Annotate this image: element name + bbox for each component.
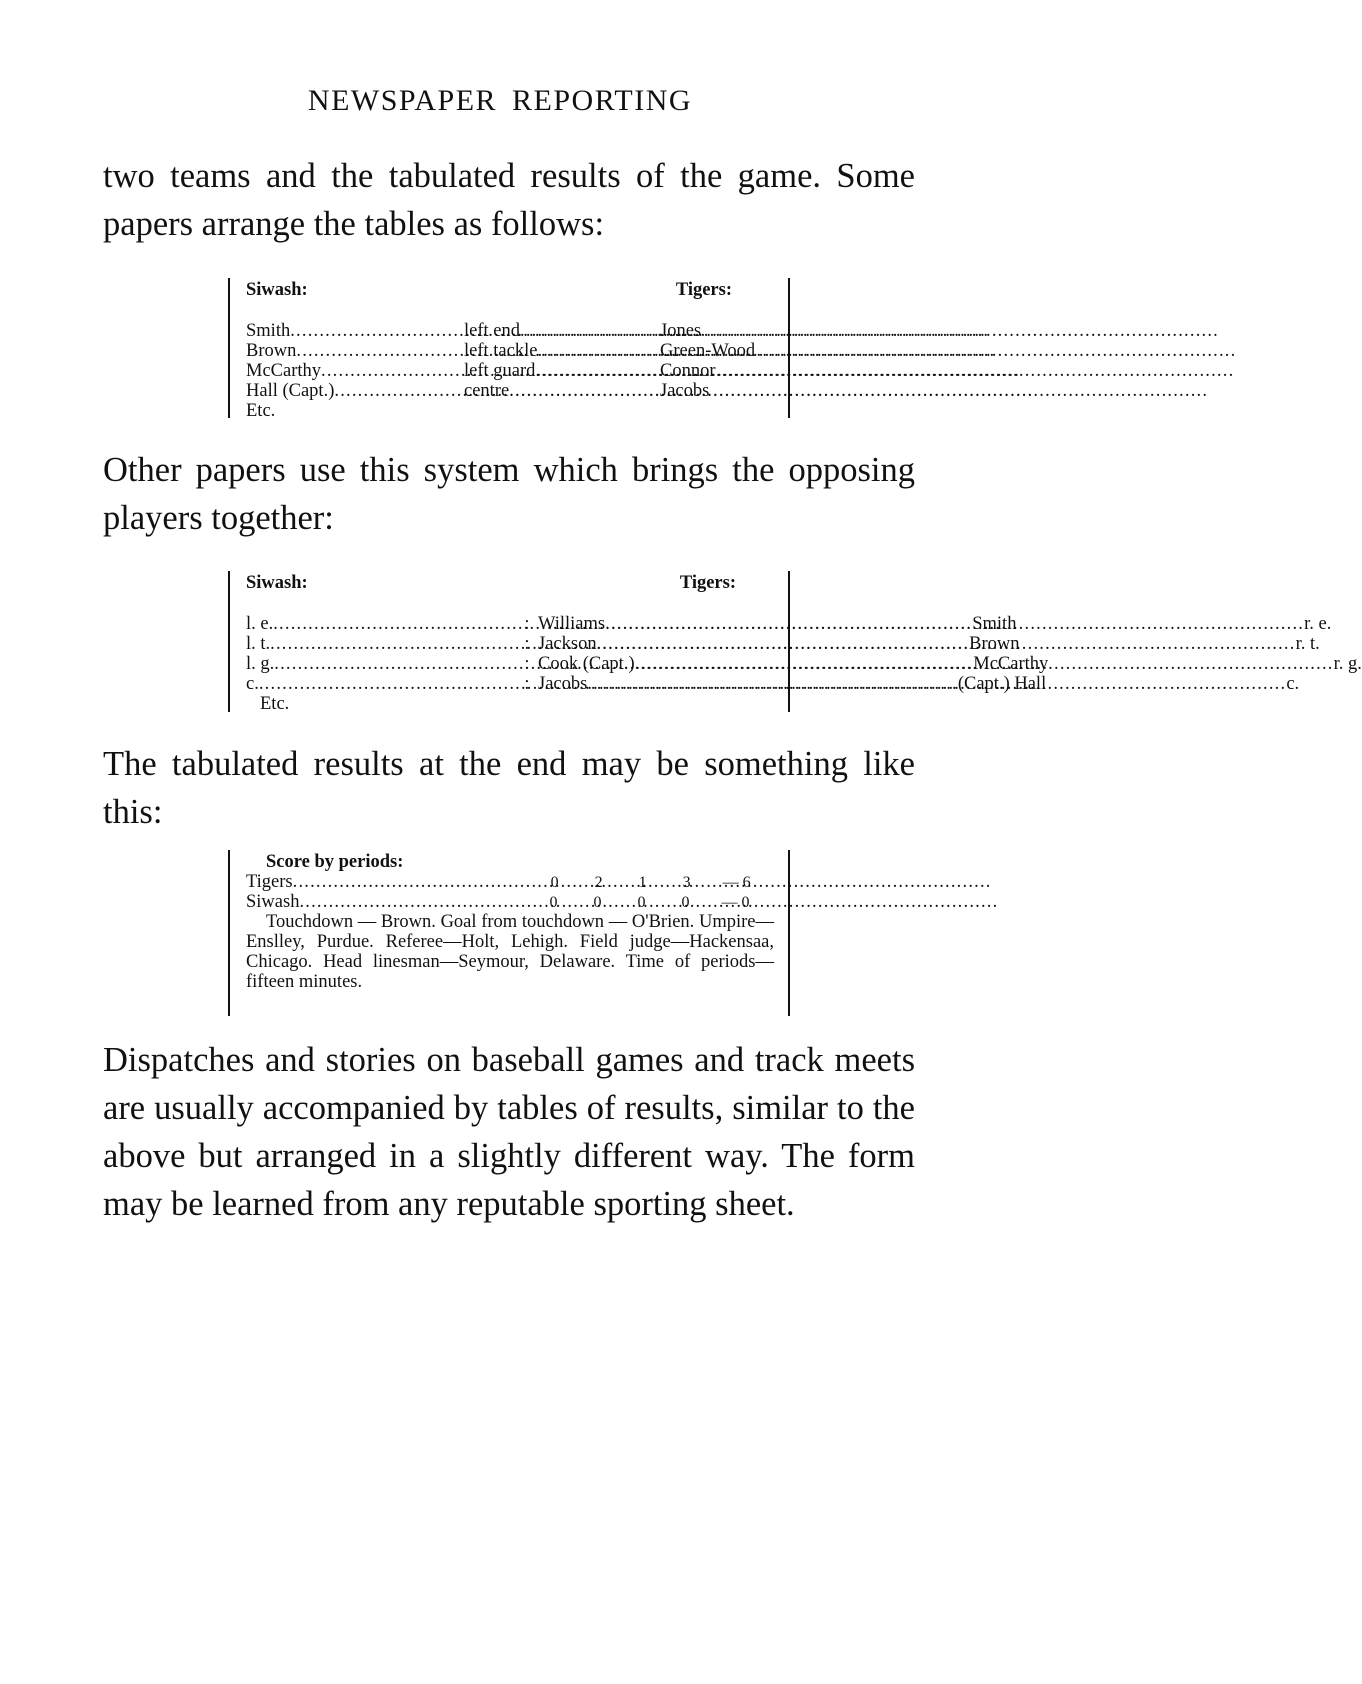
etc-label: Etc. [260,694,290,714]
left-player: McCarthy [973,654,1049,674]
right-player: Green-Wood [660,341,756,361]
table-row [246,381,774,401]
right-player: Connor [660,361,716,381]
right-position: r. g. [1333,654,1362,674]
lineup-table-header [246,278,774,300]
right-player: Williams [538,614,606,634]
right-position: c. [1286,674,1300,694]
position: centre [464,381,510,401]
separator: : [524,674,530,694]
left-team-label: Siwash: [246,573,308,593]
right-team-label: Tigers: [679,573,736,593]
table-row [246,341,774,361]
paragraph-other-papers: Other papers use this system which brings the opposing players together: [103,451,915,537]
left-position: l. t. [246,634,271,654]
table-row [246,654,1362,674]
period-score: 0 [550,874,559,891]
table-row [246,674,1300,694]
table-row [246,361,774,381]
period-score: 0 [549,894,558,911]
team-name: Siwash [246,892,300,912]
right-position: r. e. [1304,614,1332,634]
left-position: c. [246,674,259,694]
score-title: Score by periods: [266,852,404,872]
total-score: — 6 [722,874,751,891]
lineup-table-header [246,571,774,593]
position: left tackle [464,341,538,361]
right-player: Cook (Capt.) [538,654,635,674]
left-player: Brown [969,634,1020,654]
etc-label: Etc. [246,401,276,421]
paragraph-tabulated-results: The tabulated results at the end may be something like this: [103,745,915,831]
team-name: Tigers [246,872,293,892]
right-player: Jackson [538,634,597,654]
paragraph-intro: two teams and the tabulated results of the game. Some papers arrange the tables as follows: [103,157,915,243]
right-team-label: Tigers: [675,280,732,300]
left-player: (Capt.) Hall [957,674,1047,694]
running-head: NEWSPAPER REPORTING [307,84,693,117]
table-row [246,892,774,912]
total-score: — 0 [721,894,750,911]
table-row [246,321,774,341]
left-player: McCarthy [246,361,322,381]
lineup-table-side-by-side [228,278,790,421]
right-position: r. t. [1295,634,1320,654]
period-score: 2 [594,874,603,891]
lineup-table-opposing [228,571,1362,714]
left-player: Hall (Capt.) [246,381,335,401]
left-position: l. g. [246,654,275,674]
table-row [246,634,1320,654]
period-score: 3 [682,874,691,891]
separator: : [524,614,530,634]
right-player: Jones [660,321,702,341]
left-player: Brown [246,341,297,361]
officials-summary: Touchdown — Brown. Goal from touchdown — O'Brien. Umpire—Enslley, Purdue. Referee—Holt, Lehigh. Field judge—Hackensaa, Chicago. Head linesman—Seymour, Delaware. Time of periods—fifteen minutes. [246,912,774,992]
right-player: Jacobs [660,381,710,401]
score-table [228,850,790,1016]
separator: : [524,634,530,654]
left-player: Smith [972,614,1017,634]
table-row [246,614,1332,634]
position: left end [464,321,520,341]
right-player: Jacobs [538,674,588,694]
separator: : [524,654,530,674]
period-score: 1 [638,874,647,891]
period-score: 0 [593,894,602,911]
period-score: 0 [637,894,646,911]
left-position: l. e. [246,614,274,634]
position: left guard [464,361,536,381]
table-row [246,872,774,892]
paragraph-dispatches: Dispatches and stories on baseball games and track meets are usually accompanied by tables of results, similar to the above but arranged in a slightly different way. The form may be learned from any reputable sporting sheet. [103,1041,915,1223]
left-team-label: Siwash: [246,280,308,300]
left-player: Smith [246,321,291,341]
period-score: 0 [681,894,690,911]
